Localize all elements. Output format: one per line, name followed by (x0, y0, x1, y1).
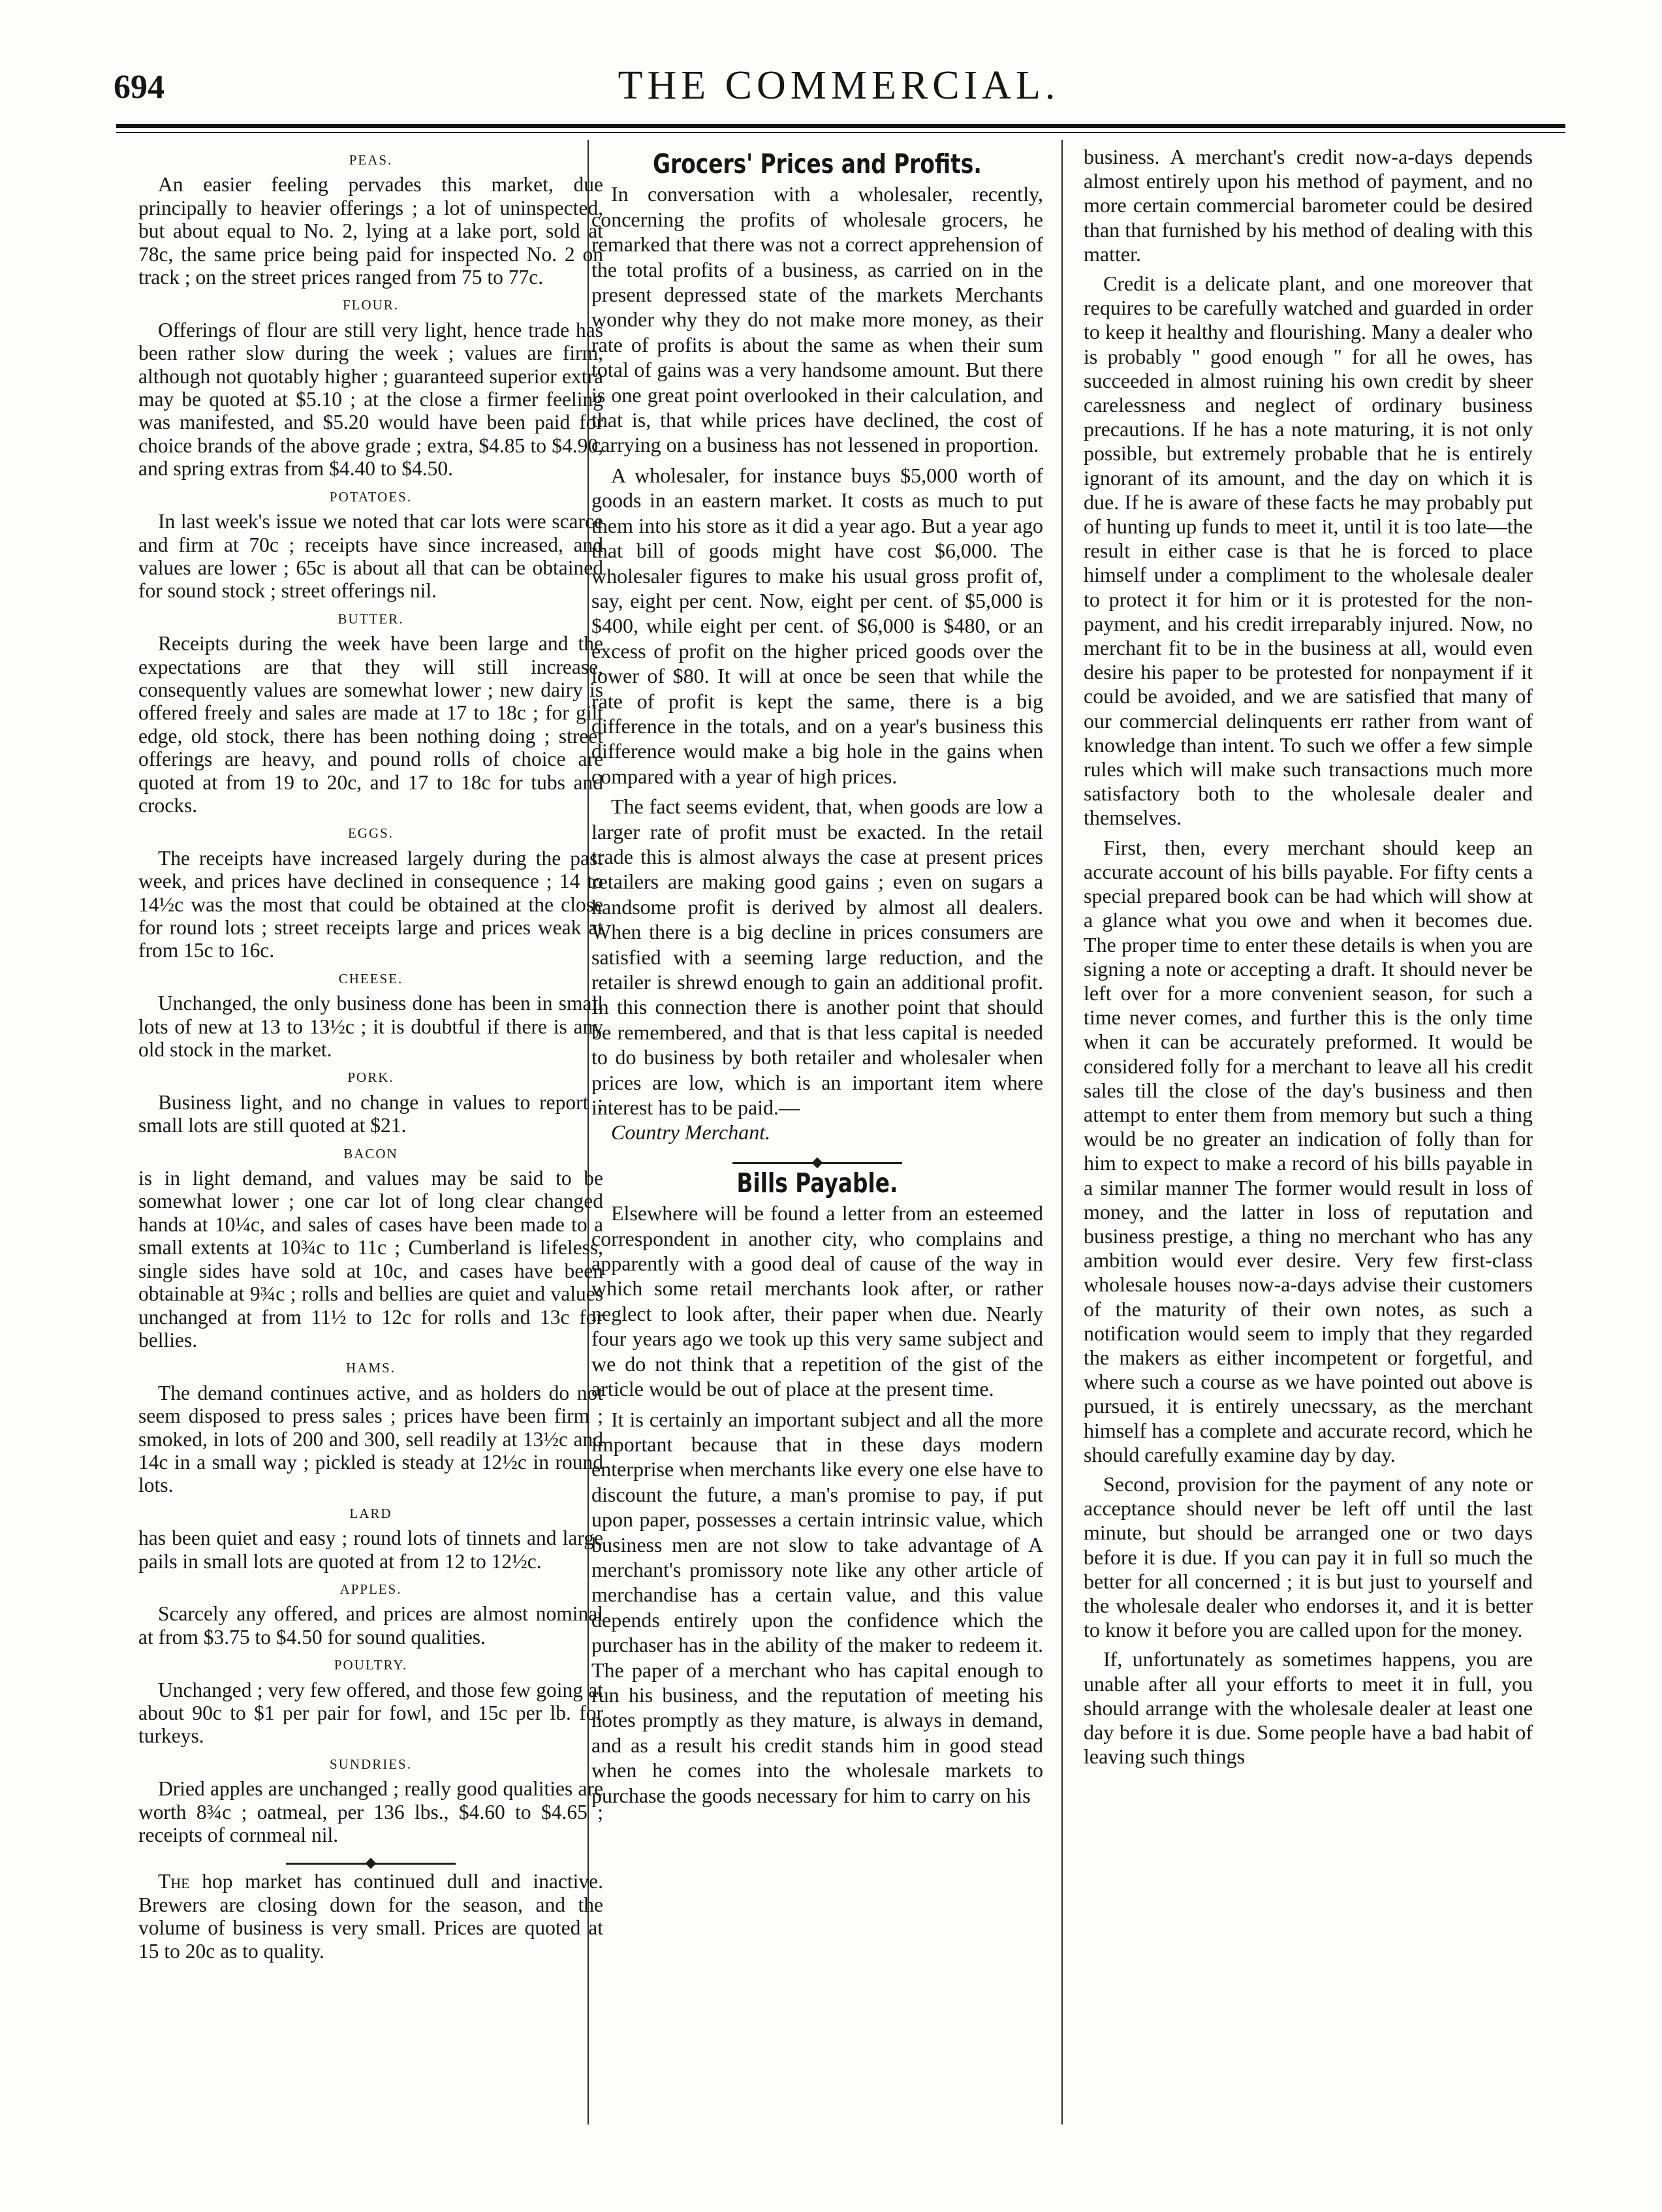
paragraph-butter: Receipts during the week have been large and the expectations are that they will still increase, consequently values are somewhat lower ; new dairy is offered freely and sales are made at 17 to 18c ; for gilt edge, old stock, there has been nothing doing ; street offerings are heavy, and pound rolls of choice are quoted at from 19 to 20c, and 17 to 18c for tubs and crocks. (138, 632, 603, 817)
article-paragraph: business. A merchant's credit now-a-days depends almost entirely upon his method of payment, and no more certain commercial barometer could be desired than that furnished by his method of dealing with this matter. (1084, 145, 1533, 266)
section-heading-poultry: POULTRY. (334, 1657, 408, 1673)
article-column-right (1084, 145, 1533, 1774)
section-heading-potatoes: POTATOES. (329, 488, 413, 505)
section-heading-apples: APPLES. (339, 1581, 402, 1597)
paragraph-lard: has been quiet and easy ; round lots of tinnets and large pails in small lots are quoted at from 12 to 12½c. (138, 1526, 603, 1573)
page-header (98, 63, 1580, 118)
market-report-column (138, 145, 603, 1968)
section-heading-pork: PORK. (347, 1069, 394, 1086)
paragraph-sundries: Dried apples are unchanged ; really good qualities are worth 8¾c ; oatmeal, per 136 lbs., $4.60 to $4.65 ; receipts of cornmeal nil. (138, 1777, 603, 1847)
article-paragraph: Credit is a delicate plant, and one moreover that requires to be carefully watched and guarded in order to keep it healthy and flourishing. Many a dealer who is probably " good enough " for all he owes, has succeeded in almost ruining his own credit by sheer carelessness and neglect of ordinary business precautions. If he has a note maturing, it is not only possible, but extremely probable that he is entirely ignorant of its amount, and the day on which it is due. If he is aware of these facts he may probably put of hunting up funds to meet it, until it is too late—the result in either case is that he is forced to place himself under a compliment to the wholesale dealer to protect it for him or it is protested for the non-payment, and his credit irreparably injured. Now, no merchant fit to be in the business at all, would even desire his paper to be protested for nonpayment if it could be avoided, and we are satisfied that many of our commercial delinquents err rather from want of knowledge than intent. To such we offer a few simple rules which will make such transactions much more satisfactory both to the wholesale dealer and themselves. (1084, 272, 1533, 830)
hop-text: hop market has continued dull and inactive. Brewers are closing down for the season, and the volume of business is very small. Prices are quoted at 15 to 20c as to quality. (138, 1870, 603, 1963)
header-rule-thin (116, 132, 1565, 133)
section-ornament (138, 1852, 603, 1865)
paragraph-pork: Business light, and no change in values to report ; small lots are still quoted at $21. (138, 1090, 603, 1137)
page-number: 694 (114, 69, 165, 106)
article-column-middle (591, 145, 1043, 1813)
section-heading-flour: FLOUR. (342, 297, 400, 313)
article-paragraph: First, then, every merchant should keep an accurate account of his bills payable. For fifty cents a special prepared book can be had which will show at a glance what you owe and when it becomes due. The proper time to enter these details is when you are signing a note or accepting a draft. It should never be left over for a more convenient season, for such a time never comes, and further this is the only time when it can be accurately preformed. It would be considered folly for a merchant to leave all his credit sales till the close of the day's business and then attempt to enter them from memory but such a thing would be no greater an indication of folly than for him to expect to make a record of his bills payable in a similar manner The former would result in loss of money, and the latter in loss of reputation and business prestige, a thing no merchant who has any ambition would ever desire. Very few first-class wholesale houses now-a-days advise their customers of the maturity of their own notes, as such a notification would seem to imply that they regarded the makers as either incompetent or forgetful, and where such a course as we have pointed out above is pursued, it is entirely unecssary, as the merchant himself has a complete and accurate record, which he should carefully examine day by day. (1084, 835, 1533, 1466)
paragraph-hams: The demand continues active, and as holders do not seem disposed to press sales ; prices have been firm ; smoked, in lots of 200 and 300, sell readily at 13½c and 14c in a small way ; pickled is steady at 12½c in round lots. (138, 1381, 603, 1497)
header-rule (116, 124, 1565, 128)
section-heading-eggs: EGGS. (347, 825, 394, 842)
masthead-title: THE COMMERCIAL. (618, 63, 1060, 108)
paragraph-bacon: is in light demand, and values may be said to be somewhat lower ; one car lot of long clear changed hands at 10¼c, and sales of cases have been made to a small extents at 10¾c to 11c ; Cumberland is lifeless, single sides have sold at 10c, and cases have been obtainable at 9¾c ; rolls and bellies are quiet and values unchanged at from 11½ to 12c for rolls and 13c for bellies. (138, 1167, 603, 1351)
section-heading-lard: LARD (349, 1505, 392, 1521)
section-heading-bacon: BACON (343, 1145, 398, 1161)
paragraph-peas: An easier feeling pervades this market, due principally to heavier offerings ; a lot of uninspected, but about equal to No. 2, lying at a lake port, sold at 78c, the same price being paid for inspected No. 2 on track ; on the street prices ranged from 75 to 77c. (138, 173, 603, 289)
article-paragraph: The fact seems evident, that, when goods are low a larger rate of profit must be exacted. In the retail trade this is almost always the case at present prices retailers are making good gains ; even on sugars a handsome profit is derived by almost all dealers. When there is a big decline in prices consumers are satisfied with a seeming large reduction, and the retailer is shrewd enough to gain an additional profit. In this connection there is another point that should be remembered, and that is that less capital is needed to do business by both retailer and wholesaler when prices are low, which is an important item where interest has to be paid.— (591, 795, 1043, 1120)
article-source: Country Merchant. (611, 1120, 771, 1145)
article-paragraph: It is certainly an important subject and all the more important because that in these days modern enterprise when merchants like every one else have to discount the future, a man's promise to pay, if put upon paper, possesses a certain intrinsic value, which business men are not slow to take advantage of A merchant's promissory note like any other article of merchandise has a certain value, and this value depends entirely upon the confidence which the purchaser has in the ability of the maker to redeem it. The paper of a merchant who has capital enough to run his business, and the reputation of meeting his notes promptly as they mature, is always in demand, and as a result his credit stands him in good stead when he comes into the wholesale markets to purchase the goods necessary for him to carry on his (591, 1407, 1043, 1807)
column-divider (1061, 140, 1063, 2125)
section-heading-sundries: SUNDRIES. (330, 1756, 412, 1772)
article-title-bills-payable: Bills Payable. (736, 1167, 898, 1199)
paragraph-cheese: Unchanged, the only business done has been in small lots of new at 13 to 13½c ; it is doubtful if there is any old stock in the market. (138, 992, 603, 1062)
section-heading-peas: PEAS. (349, 152, 393, 168)
section-heading-cheese: CHEESE. (338, 970, 403, 987)
paragraph-potatoes: In last week's issue we noted that car lots were scarce and firm at 70c ; receipts have since increased, and values are lower ; 65c is about all that can be obtained for sound stock ; street offerings nil. (138, 510, 603, 603)
section-ornament (591, 1150, 1043, 1164)
article-paragraph: Elsewhere will be found a letter from an esteemed correspondent in another city, who complains and apparently with a good deal of cause of the way in which some retail merchants look after, or rather neglect to look after, their paper when due. Nearly four years ago we took up this very same subject and we do not think that a repetition of the gist of the article would be out of place at the present time. (591, 1201, 1043, 1401)
hop-lead-word: The (158, 1870, 190, 1893)
article-paragraph: Second, provision for the payment of any note or acceptance should never be left off until the last minute, but should be arranged one or two days before it is due. If you can pay it in full so much the better for all concerned ; it is but just to yourself and the wholesale dealer who endorses it, and it is better to know it before you are called upon for the money. (1084, 1472, 1533, 1642)
article-paragraph: A wholesaler, for instance buys $5,000 worth of goods in an eastern market. It costs as much to put them into his store as it did a year ago. But a year ago that bill of goods might have cost $6,000. The wholesaler figures to make his usual gross profit of, say, eight per cent. Now, eight per cent. of $5,000 is $400, while eight per cent. of $6,000 is $480, or an excess of profit on the higher priced goods over the lower of $80. It will at once be seen that while the rate of profit is kept the same, there is a big difference in the totals, and on a year's business this difference would make a big hole in the gains when compared with a year of high prices. (591, 463, 1043, 788)
paragraph-hops (138, 1870, 603, 1963)
paragraph-apples: Scarcely any offered, and prices are almost nominal at from $3.75 to $4.50 for sound qualities. (138, 1602, 603, 1649)
article-title-grocers: Grocers' Prices and Profits. (653, 148, 982, 180)
article-paragraph: In conversation with a wholesaler, recently, concerning the profits of wholesale grocers, he remarked that there was not a correct apprehension of the total profits of a business, as carried on in the present depressed state of the markets Merchants wonder why they do not make more money, as their rate of profits is about the same as when their sum total of gains was a very handsome amount. But there is one great point overlooked in their calculation, and that is, that while prices have declined, the cost of carrying on a business has not lessened in proportion. (591, 182, 1043, 457)
paragraph-poultry: Unchanged ; very few offered, and those few going at about 90c to $1 per pair for fowl, and 15c per lb. for turkeys. (138, 1678, 603, 1748)
article-paragraph: If, unfortunately as sometimes happens, you are unable after all your efforts to meet it in full, you should arrange with the wholesale dealer at least one day before it is due. Some people have a bad habit of leaving such things (1084, 1647, 1533, 1769)
paragraph-flour: Offerings of flour are still very light, hence trade has been rather slow during the week ; values are firm, although not quotably higher ; guaranteed superior extra may be quoted at $5.10 ; at the close a firmer feeling was manifested, and $5.20 would have been paid for choice brands of the above grade ; extra, $4.85 to $4.90, and spring extras from $4.40 to $4.50. (138, 318, 603, 481)
section-heading-hams: HAMS. (346, 1360, 396, 1376)
section-heading-butter: BUTTER. (337, 610, 404, 627)
paragraph-eggs: The receipts have increased largely during the past week, and prices have declined in consequence ; 14 to 14½c was the most that could be obtained at the close for round lots ; street receipts large and prices weak at from 15c to 16c. (138, 846, 603, 962)
